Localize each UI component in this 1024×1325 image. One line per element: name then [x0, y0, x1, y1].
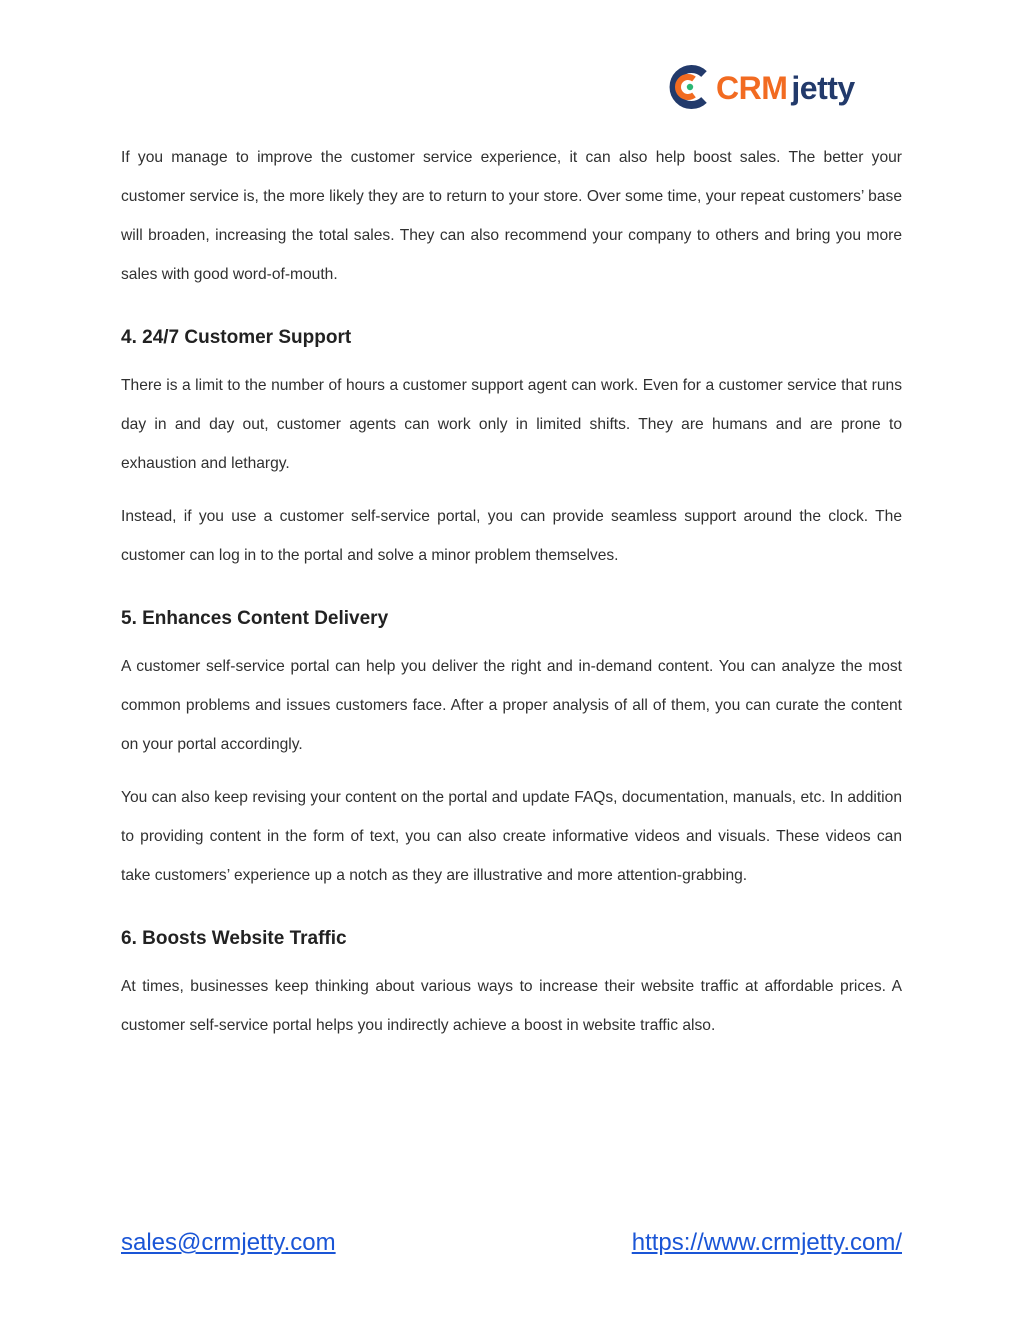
email-link[interactable]: sales@crmjetty.com [121, 1229, 336, 1256]
intro-paragraph: If you manage to improve the customer service experience, it can also help boost sales. The better your customer service is, the more likely they are to return to your store. Over some time, your repeat customers’ base will broaden, increasing the total sales. They can also recommend your company to others and bring you more sales with good word-of-mouth. [121, 149, 902, 283]
website-link[interactable]: https://www.crmjetty.com/ [631, 1229, 902, 1256]
section-paragraph: Instead, if you use a customer self-service portal, you can provide seamless support around the clock. The customer can log in to the portal and solve a minor problem themselves. [121, 508, 902, 564]
section-heading-24-7-support: 4. 24/7 Customer Support [121, 327, 352, 348]
section-paragraph: You can also keep revising your content on the portal and update FAQs, documentation, manuals, etc. In addition to providing content in the form of text, you can also create informative videos and visuals. These videos can take customers’ experience up a notch as they are illustrative and more attention-grabbing. [121, 789, 902, 884]
section-heading-content-delivery: 5. Enhances Content Delivery [121, 608, 389, 629]
section-paragraph: At times, businesses keep thinking about various ways to increase their website traffic at affordable prices. A customer self-service portal helps you indirectly achieve a boost in website traffic also. [121, 978, 902, 1034]
logo-crm-text: CRM [716, 70, 788, 106]
section-paragraph: A customer self-service portal can help you deliver the right and in-demand content. You can analyze the most common problems and issues customers face. After a proper analysis of all of them, you can curate the content on your portal accordingly. [121, 658, 902, 753]
section-heading-website-traffic: 6. Boosts Website Traffic [121, 928, 347, 949]
crmjetty-logo [664, 60, 874, 116]
crmjetty-logo-icon [664, 62, 714, 112]
logo-jetty-text: jetty [791, 70, 855, 106]
document-body [121, 138, 902, 1045]
section-paragraph: There is a limit to the number of hours a customer support agent can work. Even for a customer service that runs day in and day out, customer agents can work only in limited shifts. They are humans and are prone to exhaustion and lethargy. [121, 377, 902, 472]
logo-wordmark [716, 68, 855, 108]
page-footer [121, 1229, 902, 1265]
